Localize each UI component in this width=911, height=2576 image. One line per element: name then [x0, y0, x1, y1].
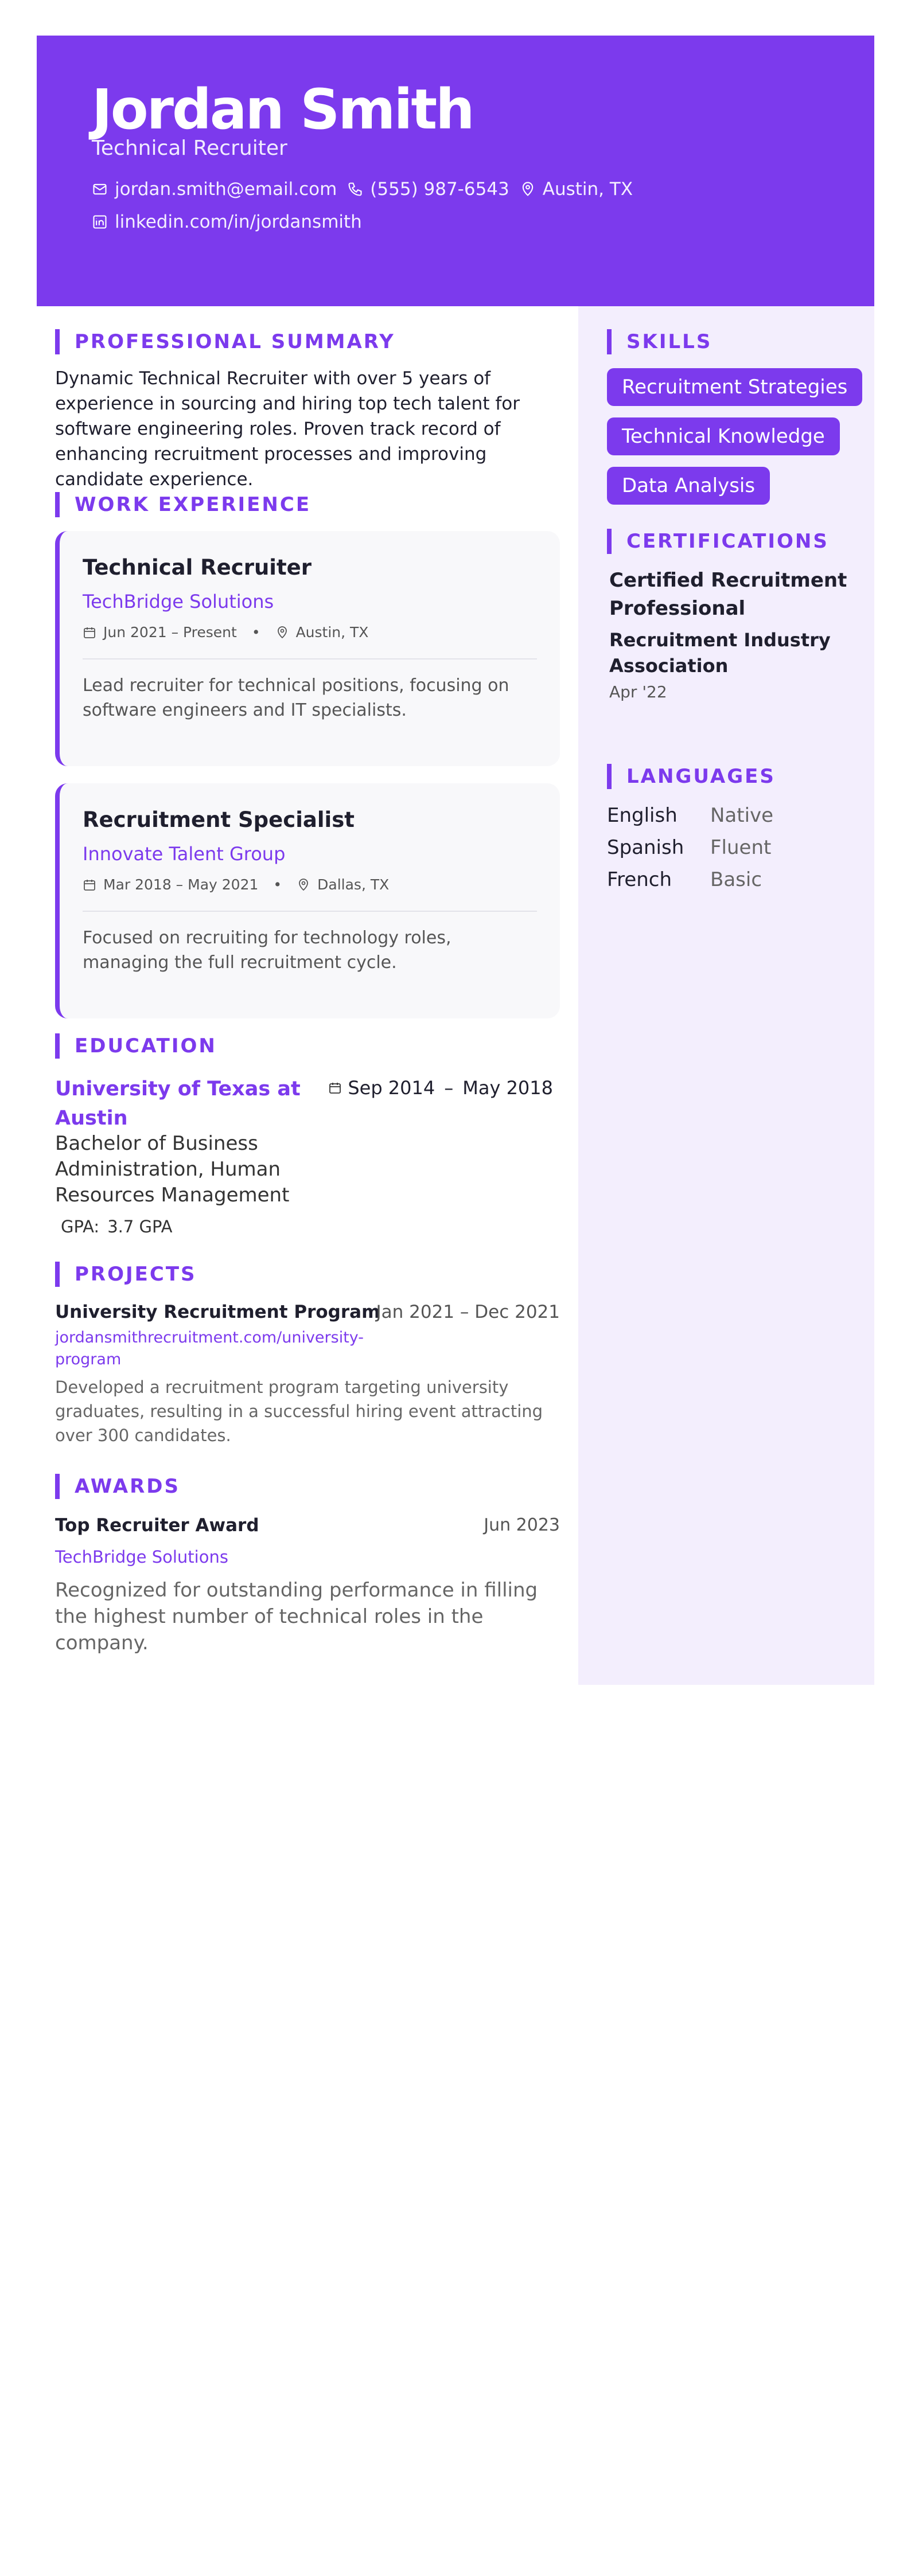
- candidate-title: Technical Recruiter: [92, 136, 287, 160]
- certification-date: Apr '22: [609, 682, 667, 701]
- language-item: [607, 836, 836, 859]
- heading-accent-bar: [55, 1033, 60, 1059]
- contact-row: [92, 179, 643, 200]
- award-issuer: TechBridge Solutions: [55, 1547, 228, 1567]
- map-pin-icon: [297, 878, 310, 892]
- languages-heading: LANGUAGES: [607, 764, 776, 789]
- linkedin-contact[interactable]: [92, 212, 362, 232]
- skill-tag: Recruitment Strategies: [607, 368, 862, 406]
- job-location: Dallas, TX: [317, 876, 390, 893]
- location-contact: [520, 179, 633, 200]
- certification-name: Certified Recruitment Professional: [609, 569, 847, 620]
- gpa: [61, 1217, 173, 1236]
- resume-header: [37, 36, 874, 306]
- phone-contact[interactable]: [347, 179, 509, 200]
- heading-accent-bar: [607, 529, 612, 554]
- mail-icon: [92, 181, 108, 197]
- heading-accent-bar: [55, 329, 60, 354]
- award-description: Recognized for outstanding performance in filling the highest number of technical roles in the company.: [55, 1579, 538, 1654]
- degree: Bachelor of Business Administration, Human Resources Management: [55, 1132, 290, 1207]
- divider: [83, 911, 537, 912]
- heading-accent-bar: [607, 329, 612, 354]
- language-name: English: [607, 804, 678, 827]
- phone-icon: [347, 181, 363, 197]
- linkedin-icon: [92, 214, 108, 230]
- map-pin-icon: [520, 181, 536, 197]
- job-dates: Jun 2021 – Present: [103, 624, 237, 641]
- location-text: Austin, TX: [542, 179, 633, 200]
- skills-heading: SKILLS: [607, 329, 712, 354]
- skill-tag: Technical Knowledge: [607, 417, 840, 455]
- sidebar: [578, 306, 874, 1685]
- linkedin-text: linkedin.com/in/jordansmith: [115, 212, 362, 232]
- gpa-label: GPA:: [61, 1217, 100, 1236]
- gpa-value: 3.7 GPA: [107, 1217, 173, 1236]
- divider: [83, 658, 537, 659]
- certification-issuer: Recruitment Industry Association: [609, 629, 831, 677]
- job-location: Austin, TX: [295, 624, 369, 641]
- resume-page: [37, 36, 874, 1685]
- email-text: jordan.smith@email.com: [115, 179, 337, 200]
- heading-accent-bar: [55, 1474, 60, 1499]
- language-level: Native: [710, 804, 774, 827]
- job-description: Focused on recruiting for technology roles, managing the full recruitment cycle.: [83, 928, 451, 973]
- date-dash: –: [444, 1077, 454, 1099]
- experience-card: [55, 783, 560, 1018]
- company-name: TechBridge Solutions: [83, 591, 274, 612]
- projects-heading: PROJECTS: [55, 1262, 197, 1287]
- phone-text: (555) 987-6543: [370, 179, 509, 200]
- skill-tag: Data Analysis: [607, 467, 770, 505]
- project-description: Developed a recruitment program targeting university graduates, resulting in a successful hiring event attracting over 300 candidates.: [55, 1377, 543, 1445]
- project-dates: Jan 2021 – Dec 2021: [376, 1302, 560, 1322]
- school-name: University of Texas at Austin: [55, 1078, 301, 1130]
- separator-dot: •: [273, 876, 282, 893]
- education-heading: EDUCATION: [55, 1033, 217, 1059]
- candidate-name: Jordan Smith: [92, 77, 473, 142]
- heading-accent-bar: [607, 764, 612, 789]
- language-name: Spanish: [607, 836, 684, 859]
- job-title: Recruitment Specialist: [83, 807, 355, 832]
- job-dates: Mar 2018 – May 2021: [103, 876, 259, 893]
- language-level: Fluent: [710, 836, 772, 859]
- certifications-heading: CERTIFICATIONS: [607, 529, 829, 554]
- summary-heading: PROFESSIONAL SUMMARY: [55, 329, 395, 354]
- language-name: French: [607, 868, 672, 891]
- education-dates: [328, 1077, 553, 1099]
- awards-heading: AWARDS: [55, 1474, 180, 1499]
- project-link[interactable]: jordansmithrecruitment.com/university-program: [55, 1329, 364, 1368]
- heading-accent-bar: [55, 492, 60, 517]
- separator-dot: •: [251, 624, 260, 641]
- heading-accent-bar: [55, 1262, 60, 1287]
- company-name: Innovate Talent Group: [83, 843, 286, 865]
- contact-row-links: [92, 212, 372, 232]
- email-contact[interactable]: [92, 179, 337, 200]
- job-meta: [83, 876, 389, 893]
- language-item: [607, 804, 836, 827]
- language-item: [607, 868, 836, 891]
- experience-card: [55, 531, 560, 766]
- language-level: Basic: [710, 868, 762, 891]
- award-title: Top Recruiter Award: [55, 1515, 259, 1536]
- job-description: Lead recruiter for technical positions, focusing on software engineers and IT specialists.: [83, 676, 509, 720]
- map-pin-icon: [275, 626, 289, 639]
- calendar-icon: [83, 626, 96, 639]
- project-title: University Recruitment Program: [55, 1302, 380, 1322]
- education-start: Sep 2014: [348, 1077, 435, 1099]
- calendar-icon: [328, 1081, 342, 1095]
- award-date: Jun 2023: [484, 1515, 560, 1535]
- education-end: May 2018: [462, 1077, 553, 1099]
- experience-heading: WORK EXPERIENCE: [55, 492, 311, 517]
- calendar-icon: [83, 878, 96, 892]
- summary-text: Dynamic Technical Recruiter with over 5 years of experience in sourcing and hiring top tech talent for software engineering roles. Proven track record of enhancing recruitment processes and improving candidate experience.: [55, 368, 520, 490]
- job-meta: [83, 624, 368, 641]
- job-title: Technical Recruiter: [83, 555, 312, 580]
